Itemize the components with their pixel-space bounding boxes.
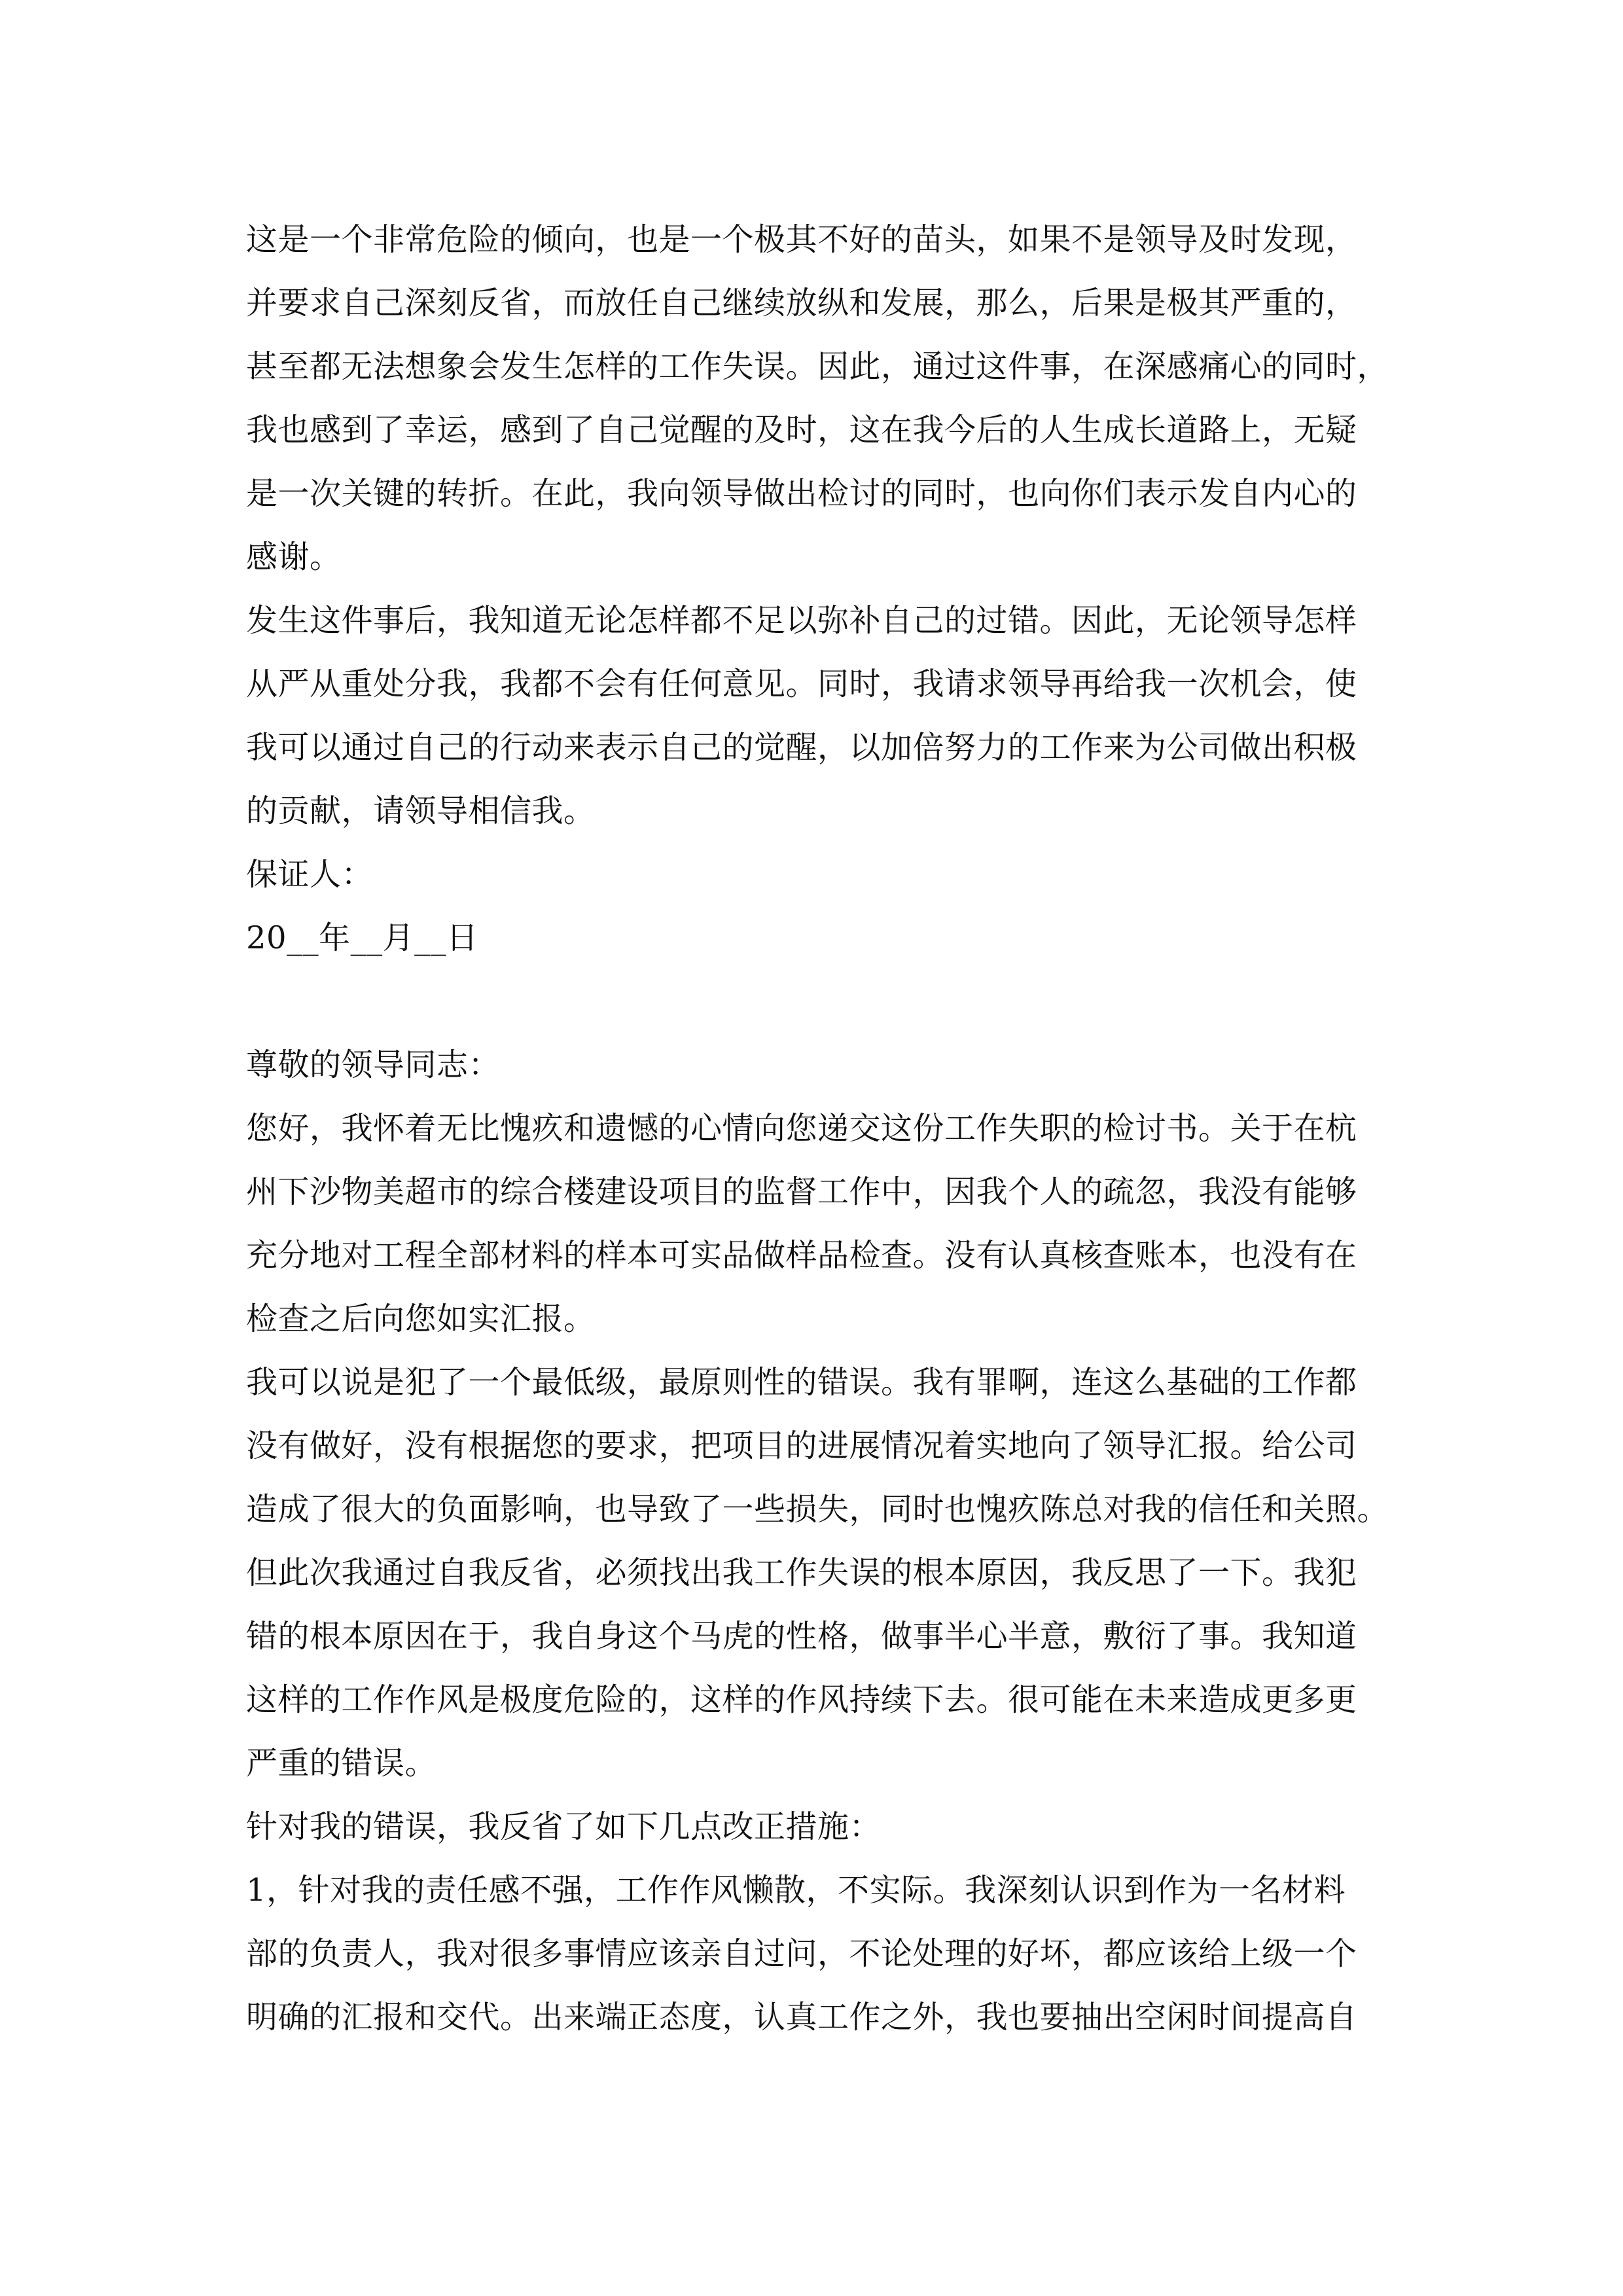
text-line: 错的根本原因在于，我自身这个马虎的性格，做事半心半意，敷衍了事。我知道 xyxy=(246,1618,1357,1655)
text-line: 我也感到了幸运，感到了自己觉醒的及时，这在我今后的人生成长道路上，无疑 xyxy=(246,412,1357,448)
text-line: 感谢。 xyxy=(246,539,342,575)
text-line: 甚至都无法想象会发生怎样的工作失误。因此，通过这件事，在深感痛心的同时， xyxy=(246,348,1389,385)
text-line: 从严从重处分我，我都不会有任何意见。同时，我请求领导再给我一次机会，使 xyxy=(246,666,1357,702)
text-line: 州下沙物美超市的综合楼建设项目的监督工作中，因我个人的疏忽，我没有能够 xyxy=(246,1174,1357,1210)
text-line: 但此次我通过自我反省，必须找出我工作失误的根本原因，我反思了一下。我犯 xyxy=(246,1554,1357,1591)
text-line: 发生这件事后，我知道无论怎样都不足以弥补自己的过错。因此，无论领导怎样 xyxy=(246,602,1357,639)
text-line: 充分地对工程全部材料的样本可实品做样品检查。没有认真核查账本，也没有在 xyxy=(246,1237,1357,1274)
text-line: 的贡献，请领导相信我。 xyxy=(246,793,596,829)
document-body xyxy=(246,208,1389,2049)
text-line: 检查之后向您如实汇报。 xyxy=(246,1300,596,1337)
text-line: 针对我的错误，我反省了如下几点改正措施： xyxy=(246,1808,882,1845)
blank-line xyxy=(246,970,1385,1033)
text-line: 没有做好，没有根据您的要求，把项目的进展情况着实地向了领导汇报。给公司 xyxy=(246,1427,1357,1464)
text-line: 您好，我怀着无比愧疚和遗憾的心情向您递交这份工作失职的检讨书。关于在杭 xyxy=(246,1110,1357,1147)
text-line: 是一次关键的转折。在此，我向领导做出检讨的同时，也向你们表示发自内心的 xyxy=(246,475,1357,512)
text-line: 这是一个非常危险的倾向，也是一个极其不好的苗头，如果不是领导及时发现， xyxy=(246,221,1357,258)
text-line: 并要求自己深刻反省，而放任自己继续放纵和发展，那么，后果是极其严重的， xyxy=(246,285,1357,321)
text-line: 严重的错误。 xyxy=(246,1745,437,1782)
date-line: 20__年__月__日 xyxy=(246,920,478,956)
salutation: 尊敬的领导同志： xyxy=(246,1047,501,1083)
text-line: 我可以说是犯了一个最低级，最原则性的错误。我有罪啊，连这么基础的工作都 xyxy=(246,1364,1357,1401)
text-line: 我可以通过自己的行动来表示自己的觉醒，以加倍努力的工作来为公司做出积极 xyxy=(246,729,1357,766)
text-line: 1，针对我的责任感不强，工作作风懒散，不实际。我深刻认识到作为一名材料 xyxy=(246,1872,1346,1909)
text-line: 明确的汇报和交代。出来端正态度，认真工作之外，我也要抽出空闲时间提高自 xyxy=(246,1999,1357,2036)
text-line: 部的负责人，我对很多事情应该亲自过问，不论处理的好坏，都应该给上级一个 xyxy=(246,1935,1357,1972)
text-line: 这样的工作作风是极度危险的，这样的作风持续下去。很可能在未来造成更多更 xyxy=(246,1681,1357,1718)
guarantor-label: 保证人： xyxy=(246,856,374,893)
text-line: 造成了很大的负面影响，也导致了一些损失，同时也愧疚陈总对我的信任和关照。 xyxy=(246,1491,1389,1528)
